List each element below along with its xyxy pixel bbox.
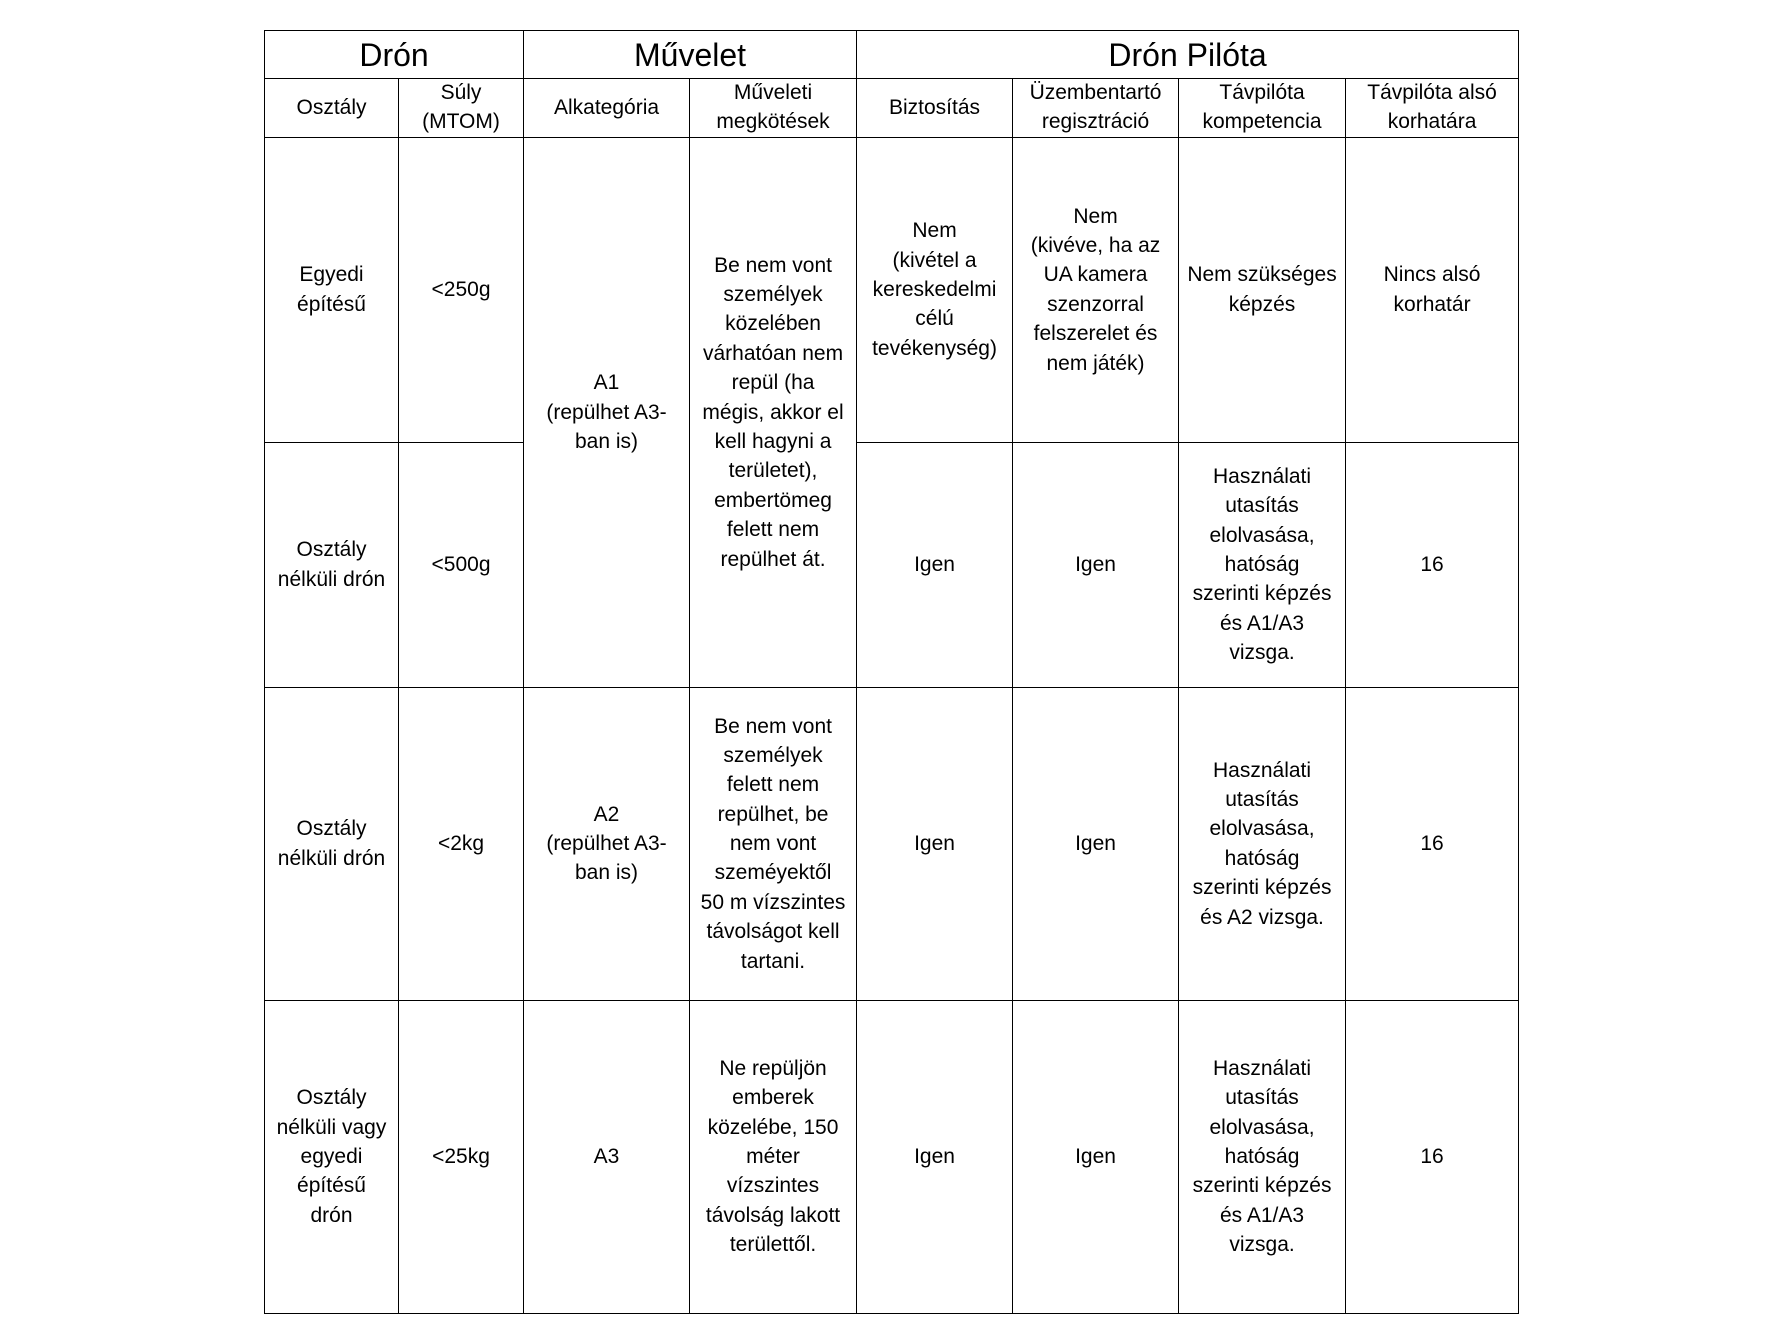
cell-korhatar: 16 [1346,1000,1519,1313]
group-header-muvelet: Művelet [524,31,857,79]
table-row [265,1000,1519,1313]
cell-megkotesek: Ne repüljön emberek közelébe, 150 méter vízszintes távolság lakott területtől. [690,1000,857,1313]
column-header-alkategoria: Alkategória [524,78,690,137]
cell-suly: <2kg [399,687,524,1000]
cell-alkategoria: A2 (repülhet A3- ban is) [524,687,690,1000]
drone-category-table [264,30,1519,1314]
column-header-suly: Súly (MTOM) [399,78,524,137]
cell-osztaly: Egyedi építésű [265,137,399,442]
cell-kompetencia: Használati utasítás elolvasása, hatóság szerinti képzés és A1/A3 vizsga. [1179,442,1346,687]
cell-biztositas: Igen [857,442,1013,687]
cell-kompetencia: Használati utasítás elolvasása, hatóság szerinti képzés és A2 vizsga. [1179,687,1346,1000]
cell-biztositas: Igen [857,1000,1013,1313]
column-header-row [265,78,1519,137]
column-header-osztaly: Osztály [265,78,399,137]
cell-osztaly: Osztály nélküli vagy egyedi építésű drón [265,1000,399,1313]
table-row [265,687,1519,1000]
cell-osztaly: Osztály nélküli drón [265,442,399,687]
cell-korhatar: 16 [1346,442,1519,687]
group-header-dron: Drón [265,31,524,79]
cell-biztositas: Nem (kivétel a kereskedelmi célú tevékenység) [857,137,1013,442]
column-header-uzembentarto: Üzembentartó regisztráció [1013,78,1179,137]
cell-uzembentarto: Igen [1013,1000,1179,1313]
cell-korhatar: Nincs alsó korhatár [1346,137,1519,442]
cell-suly: <25kg [399,1000,524,1313]
column-header-tavpilota-korhatar: Távpilóta alsó korhatára [1346,78,1519,137]
cell-uzembentarto: Igen [1013,687,1179,1000]
cell-kompetencia: Használati utasítás elolvasása, hatóság szerinti képzés és A1/A3 vizsga. [1179,1000,1346,1313]
cell-megkotesek-a1: Be nem vont személyek közelében várhatóan nem repül (ha mégis, akkor el kell hagyni a területet), embertömeg felett nem repülhet át. [690,137,857,687]
cell-korhatar: 16 [1346,687,1519,1000]
group-header-dron-pilota: Drón Pilóta [857,31,1519,79]
cell-uzembentarto: Nem (kivéve, ha az UA kamera szenzorral felszerelet és nem játék) [1013,137,1179,442]
table-row [265,137,1519,442]
column-header-tavpilota-kompetencia: Távpilóta kompetencia [1179,78,1346,137]
cell-osztaly: Osztály nélküli drón [265,687,399,1000]
group-header-row [265,31,1519,79]
cell-alkategoria-a1: A1 (repülhet A3- ban is) [524,137,690,687]
cell-suly: <250g [399,137,524,442]
drone-category-table-container [264,30,1518,1314]
cell-uzembentarto: Igen [1013,442,1179,687]
cell-biztositas: Igen [857,687,1013,1000]
cell-kompetencia: Nem szükséges képzés [1179,137,1346,442]
cell-megkotesek: Be nem vont személyek felett nem repülhet, be nem vont szeméyektől 50 m vízszintes távolságot kell tartani. [690,687,857,1000]
cell-alkategoria: A3 [524,1000,690,1313]
column-header-muveleti-megkotesek: Műveleti megkötések [690,78,857,137]
column-header-biztositas: Biztosítás [857,78,1013,137]
table-row [265,442,1519,687]
cell-suly: <500g [399,442,524,687]
